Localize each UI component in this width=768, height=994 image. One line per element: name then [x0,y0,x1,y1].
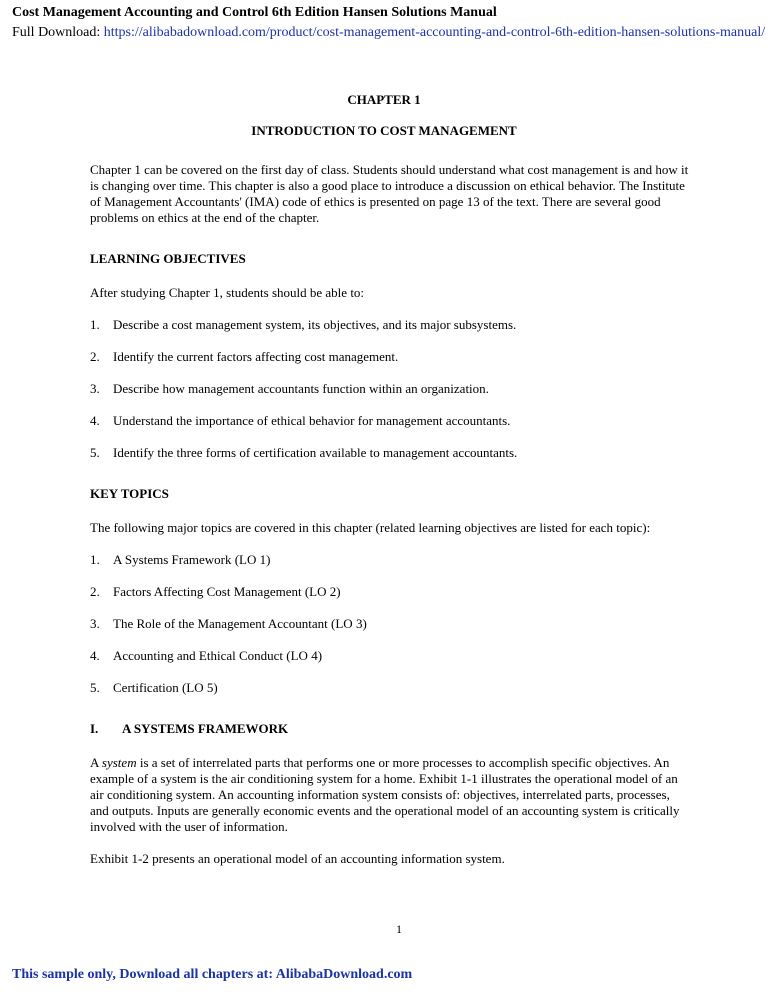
download-label: Full Download: [12,25,101,40]
key-topics-heading: KEY TOPICS [90,486,169,501]
list-item: 2. Factors Affecting Cost Management (LO 2) [90,584,341,599]
list-item: 3. Describe how management accountants function within an organization. [90,381,489,396]
chapter-label: CHAPTER 1 [347,92,421,107]
footer-notice: This sample only, Download all chapters at: AlibabaDownload.com [12,967,413,982]
intro-paragraph: Chapter 1 can be covered on the first day of class. Students should understand what cost management is and how it is changing over time. This chapter is also a good place to introduce a discussion on ethical behavior. The Institute of Management Accountants' (IMA) code of ethics is presented on page 13 of the text. There are several good problems on ethics at the end of the chapter. [90,162,689,225]
list-item: 1. A Systems Framework (LO 1) [90,552,271,567]
document-title: Cost Management Accounting and Control 6th Edition Hansen Solutions Manual [12,5,497,20]
list-item: 2. Identify the current factors affecting cost management. [90,349,399,364]
key-topics-lead: The following major topics are covered in this chapter (related learning objectives are listed for each topic): [90,520,651,535]
list-item: 5. Identify the three forms of certification available to management accountants. [90,445,518,460]
section-heading: I. A SYSTEMS FRAMEWORK [90,721,289,736]
list-item: 4. Accounting and Ethical Conduct (LO 4) [90,648,323,663]
systems-paragraph: A system is a set of interrelated parts that performs one or more processes to accomplish specific objectives. An example of a system is the air conditioning system for a home. Exhibit 1-1 illustrates the operational model of an air conditioning system. An accounting information system consists of: objectives, interrelated parts, processes, and outputs. Inputs are generally economic events and the operational model of an accounting system is critically involved with the user of information. [90,755,680,834]
chapter-title: INTRODUCTION TO COST MANAGEMENT [251,123,517,138]
list-item: 4. Understand the importance of ethical behavior for management accountants. [90,413,511,428]
list-item: 5. Certification (LO 5) [90,680,218,695]
system-term: system [101,755,137,770]
download-line [12,25,768,41]
learning-objectives-lead: After studying Chapter 1, students should be able to: [90,285,365,300]
exhibit-paragraph: Exhibit 1-2 presents an operational model of an accounting information system. [90,851,505,866]
list-item: 3. The Role of the Management Accountant (LO 3) [90,616,367,631]
list-item: 1. Describe a cost management system, its objectives, and its major subsystems. [90,317,517,332]
document-body [90,162,690,867]
page-number: 1 [396,922,402,936]
download-link[interactable]: https://alibabadownload.com/product/cost-management-accounting-and-control-6th-edition-hansen-solutions-manual/ [103,25,766,40]
learning-objectives-heading: LEARNING OBJECTIVES [90,251,246,266]
